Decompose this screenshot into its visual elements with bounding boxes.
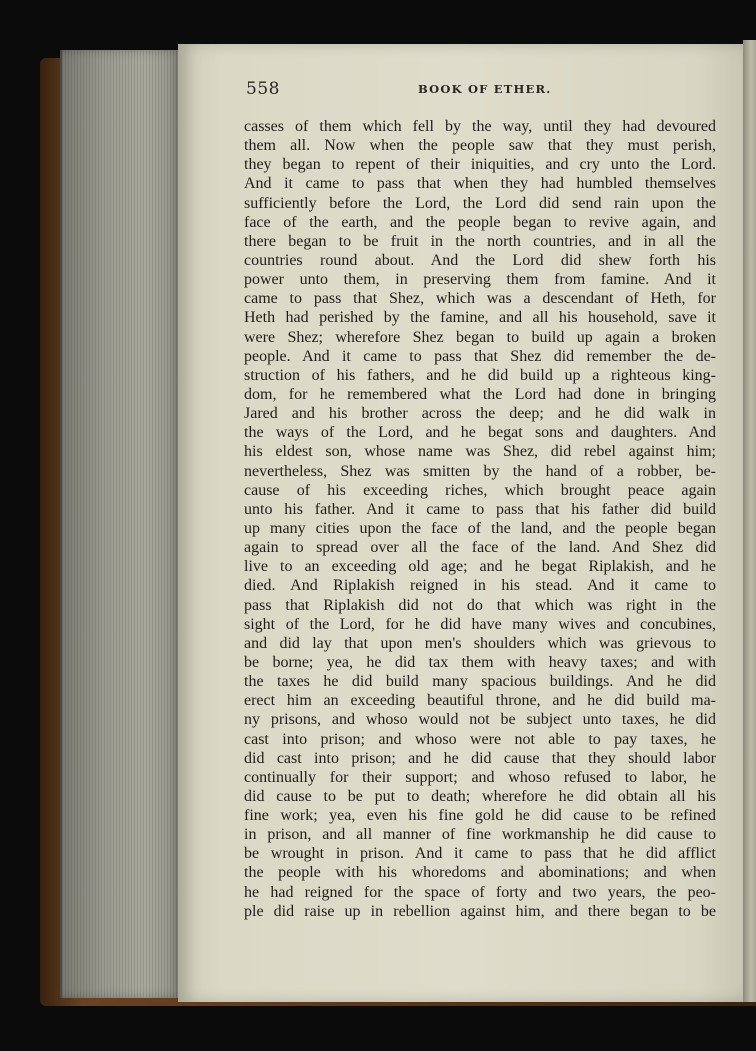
text-line: he had reigned for the space of forty and two years, the peo- — [244, 883, 716, 901]
text-line: pass that Riplakish did not do that which was right in the — [244, 596, 716, 614]
text-line: them all. Now when the people saw that they must perish, — [244, 137, 716, 155]
body-text — [244, 117, 716, 921]
text-line: ple did raise up in rebellion against him, and there began to be — [244, 902, 716, 920]
text-line: fine work; yea, even his fine gold he did cause to be refined — [244, 807, 716, 825]
text-line: did cause to be put to death; wherefore he did obtain all his — [244, 787, 716, 805]
text-line: and did lay that upon men's shoulders which was grievous to — [244, 634, 716, 652]
text-line: died. And Riplakish reigned in his stead. And it came to — [244, 577, 716, 595]
text-line: cast into prison; and whoso were not able to pay taxes, he — [244, 730, 716, 748]
text-line: up many cities upon the face of the land, and the people began — [244, 519, 716, 537]
text-line: And it came to pass that when they had humbled themselves — [244, 175, 716, 193]
text-line: power unto them, in preserving them from famine. And it — [244, 271, 716, 289]
text-line: there began to be fruit in the north countries, and in all the — [244, 232, 716, 250]
text-line: unto his father. And it came to pass that his father did build — [244, 500, 716, 518]
text-line: sufficiently before the Lord, the Lord did send rain upon the — [244, 194, 716, 212]
text-line: face of the earth, and the people began to revive again, and — [244, 213, 716, 231]
running-head-title: BOOK OF ETHER. — [418, 82, 552, 96]
text-line: Heth had perished by the famine, and all his household, save it — [244, 309, 716, 327]
text-line: dom, for he remembered what the Lord had done in bringing — [244, 385, 716, 403]
text-line: the ways of the Lord, and he begat sons and daughters. And — [244, 424, 716, 442]
text-line: countries round about. And the Lord did shew forth his — [244, 251, 716, 269]
text-line: erect him an exceeding beautiful throne, and he did build ma- — [244, 692, 716, 710]
text-line: cause of his exceeding riches, which brought peace again — [244, 481, 716, 499]
text-line: did cast into prison; and he did cause that they should labor — [244, 749, 716, 767]
facing-page-edge — [743, 40, 756, 1002]
text-line: the people with his whoredoms and abominations; and when — [244, 864, 716, 882]
text-line: live to an exceeding old age; and he begat Riplakish, and he — [244, 558, 716, 576]
text-line: Jared and his brother across the deep; and he did walk in — [244, 405, 716, 423]
text-line: people. And it came to pass that Shez did remember the de- — [244, 347, 716, 365]
text-line: they began to repent of their iniquities, and cry unto the Lord. — [244, 156, 716, 174]
page-number: 558 — [246, 79, 280, 99]
text-line: his eldest son, whose name was Shez, did rebel against him; — [244, 443, 716, 461]
text-line: be wrought in prison. And it came to pass that he did afflict — [244, 845, 716, 863]
text-line: the taxes he did build many spacious buildings. And he did — [244, 673, 716, 691]
text-line: continually for their support; and whoso refused to labor, he — [244, 768, 716, 786]
text-line: nevertheless, Shez was smitten by the hand of a robber, be- — [244, 462, 716, 480]
text-line: were Shez; wherefore Shez began to build up again a broken — [244, 328, 716, 346]
text-line: in prison, and all manner of fine workmanship he did cause to — [244, 826, 716, 844]
text-line: again to spread over all the face of the land. And Shez did — [244, 539, 716, 557]
text-line: be borne; yea, he did tax them with heavy taxes; and with — [244, 653, 716, 671]
text-line: came to pass that Shez, which was a descendant of Heth, for — [244, 290, 716, 308]
page-edges — [60, 50, 182, 998]
running-head — [246, 79, 716, 101]
text-line: sight of the Lord, for he did have many wives and concubines, — [244, 615, 716, 633]
text-line: casses of them which fell by the way, until they had devoured — [244, 118, 716, 135]
text-line: struction of his fathers, and he did build up a righteous king- — [244, 366, 716, 384]
text-line: ny prisons, and whoso would not be subject unto taxes, he did — [244, 711, 716, 729]
